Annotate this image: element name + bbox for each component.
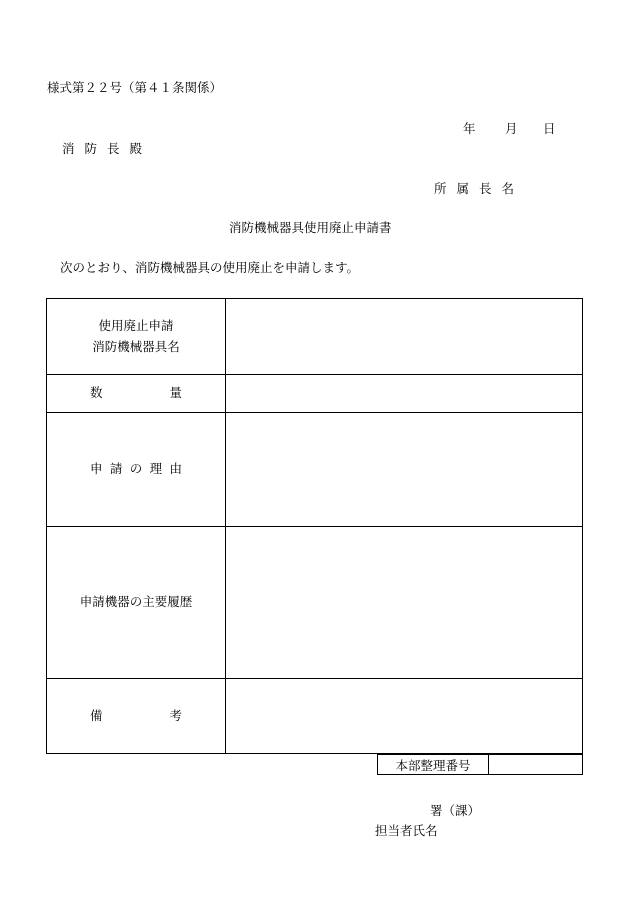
remarks-field[interactable]: [226, 679, 583, 754]
hq-number-field[interactable]: [489, 755, 583, 775]
addressee: 消防長殿: [62, 141, 153, 156]
table-row: [47, 413, 583, 527]
table-row: [47, 299, 583, 375]
reason-field[interactable]: [226, 413, 583, 527]
equipment-name-field[interactable]: [226, 299, 583, 375]
table-row: [47, 375, 583, 413]
date-day-label: 日: [543, 121, 556, 136]
application-table: [46, 298, 583, 754]
date-year-label: 年: [463, 121, 476, 136]
table-row: [47, 679, 583, 754]
remarks-label-char1: 備: [90, 707, 103, 723]
history-label: 申請機器の主要履歴: [47, 527, 226, 679]
date-month-label: 月: [505, 121, 518, 136]
intro-text: 次のとおり、消防機械器具の使用廃止を申請します。: [60, 260, 360, 275]
hq-number-label: 本部整理番号: [378, 755, 489, 775]
history-field[interactable]: [226, 527, 583, 679]
table-row: [47, 527, 583, 679]
equipment-name-label: [47, 299, 226, 375]
office-label: 署（課）: [430, 803, 481, 818]
remarks-label: [47, 679, 226, 754]
quantity-label-char2: 量: [169, 385, 182, 401]
quantity-label: [47, 375, 226, 413]
equipment-name-label-line2: 消防機械器具名: [92, 338, 180, 354]
document-title: 消防機械器具使用廃止申請書: [229, 220, 392, 235]
quantity-label-char1: 数: [90, 385, 103, 401]
quantity-field[interactable]: [226, 375, 583, 413]
applicant-title: 所属長名: [434, 181, 525, 196]
equipment-name-label-line1: 使用廃止申請: [98, 317, 174, 333]
form-number: 様式第２２号（第４１条関係）: [47, 80, 223, 95]
hq-number-box: [377, 754, 583, 775]
remarks-label-char2: 考: [169, 707, 182, 723]
person-in-charge-label: 担当者氏名: [375, 823, 438, 838]
reason-label: 申 請 の 理 由: [47, 413, 226, 527]
